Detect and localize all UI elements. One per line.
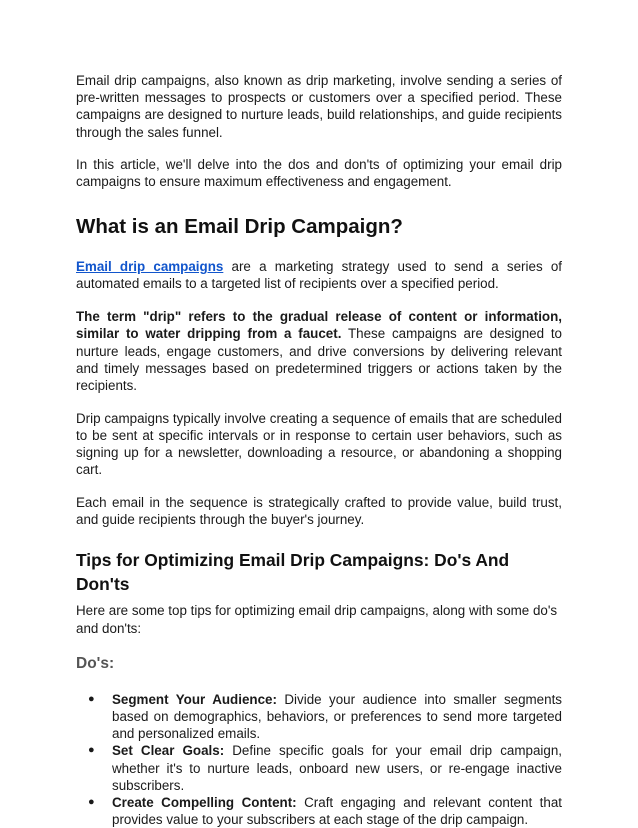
intro-paragraph-2: In this article, we'll delve into the dos and don'ts of optimizing your email drip campaigns to ensure maximum effectiveness and engagement. bbox=[76, 156, 562, 190]
email-drip-campaigns-link[interactable]: Email drip campaigns bbox=[76, 259, 224, 275]
drip-term-text: These campaigns are designed to nurture leads, engage customers, and drive conversions by delivering relevant and timely messages based on predetermined triggers or actions taken by the recipients. bbox=[76, 326, 562, 393]
section-heading-what-is: What is an Email Drip Campaign? bbox=[76, 215, 403, 239]
list-item-text: Define specific goals for your email drip campaign, whether it's to nurture leads, onboard new users, or re-engage inactive subscribers. bbox=[112, 743, 562, 793]
drip-term-bold-text: The term "drip" refers to the gradual release of content or information, similar to water dripping from a faucet. bbox=[76, 309, 562, 342]
list-item-title: Create Compelling Content: bbox=[112, 794, 297, 810]
section-heading-tips: Tips for Optimizing Email Drip Campaigns: Do's And Don'ts bbox=[76, 550, 510, 595]
dos-heading: Do's: bbox=[76, 654, 115, 672]
list-item bbox=[76, 691, 562, 743]
dos-list bbox=[76, 691, 562, 828]
list-item bbox=[76, 742, 562, 794]
bullet-icon: ● bbox=[88, 744, 95, 757]
bullet-icon: ● bbox=[88, 692, 95, 705]
definition-paragraph bbox=[76, 258, 562, 292]
bullet-icon: ● bbox=[88, 795, 95, 808]
drip-term-paragraph bbox=[76, 308, 562, 394]
tips-intro-paragraph: Here are some top tips for optimizing email drip campaigns, along with some do's and don'ts: bbox=[76, 603, 558, 636]
intro-paragraph-1: Email drip campaigns, also known as drip marketing, involve sending a series of pre-written messages to prospects or customers over a specified period. These campaigns are designed to nurture leads, build relationships, and guide recipients through the sales funnel. bbox=[76, 73, 562, 140]
list-item-text: Divide your audience into smaller segments based on demographics, behaviors, or preferences to send more targeted and personalized emails. bbox=[112, 691, 562, 742]
definition-text: are a marketing strategy used to send a series of automated emails to a targeted list of recipients over a specified period. bbox=[76, 259, 562, 292]
sequence-paragraph: Drip campaigns typically involve creating a sequence of emails that are scheduled to be sent at specific intervals or in response to certain user behaviors, such as signing up for a newsletter, downloading a resource, or abandoning a shopping cart. bbox=[76, 410, 562, 478]
document-page bbox=[76, 72, 562, 828]
list-item-title: Segment Your Audience: bbox=[112, 691, 277, 707]
list-item-text: Craft engaging and relevant content that provides value to your subscribers at each stage of the drip campaign. bbox=[112, 794, 562, 828]
buyer-journey-paragraph: Each email in the sequence is strategically crafted to provide value, build trust, and guide recipients through the buyer's journey. bbox=[76, 494, 562, 528]
list-item bbox=[76, 794, 562, 828]
list-item-title: Set Clear Goals: bbox=[112, 743, 225, 759]
